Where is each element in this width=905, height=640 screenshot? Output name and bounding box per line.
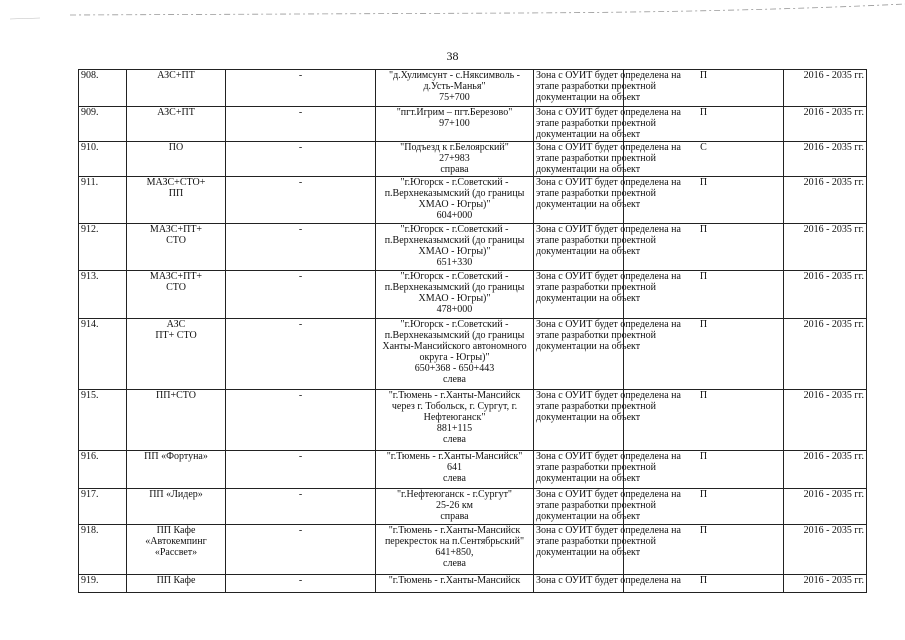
road-location-line: "г.Нефтеюганск - г.Сургут" (396, 489, 513, 500)
zone-note-line: этапе разработки проектной (536, 153, 656, 164)
zone-note (534, 107, 681, 142)
zone-note-line: этапе разработки проектной (536, 282, 656, 293)
facility-type (127, 142, 226, 177)
road-location-line: слева (443, 434, 466, 445)
row-number: 908. (79, 70, 127, 107)
road-location-line: ХМАО - Югры)" (418, 199, 491, 210)
road-location-line: слева (443, 473, 466, 484)
period: 2016 - 2035 гг. (784, 575, 867, 593)
period: 2016 - 2035 гг. (784, 525, 867, 575)
empty-mark: - (226, 70, 376, 107)
road-location-line: 641 (447, 462, 462, 473)
zone-note-line: документации на объект (536, 92, 641, 103)
zone-note-line: этапе разработки проектной (536, 462, 656, 473)
category: П (624, 224, 784, 271)
category: П (624, 271, 784, 319)
facility-type (127, 489, 226, 525)
facility-type-line: СТО (166, 282, 186, 293)
facility-type-line: «Рассвет» (154, 547, 198, 558)
zone-note-line: документации на объект (536, 341, 641, 352)
zone-note (534, 319, 681, 390)
empty-mark: - (226, 575, 376, 593)
zone-note-line: Зона с ОУИТ будет определена на (536, 177, 681, 188)
facility-type-line: ПП+СТО (156, 390, 196, 401)
road-location-line: 651+330 (436, 257, 473, 268)
table-row (79, 107, 867, 142)
facility-type-line: МАЗС+СТО+ (146, 177, 206, 188)
road-location (376, 271, 534, 319)
empty-mark: - (226, 319, 376, 390)
road-location-line: п.Верхнеказымский (до границы (384, 188, 525, 199)
road-location (376, 319, 534, 390)
table-row (79, 575, 867, 593)
zone-note-line: этапе разработки проектной (536, 536, 656, 547)
category: П (624, 107, 784, 142)
facility-type (127, 319, 226, 390)
zone-note (534, 525, 681, 575)
scan-edge-line (0, 0, 905, 22)
road-location-line: слева (443, 374, 466, 385)
category: П (624, 177, 784, 224)
table-row (79, 142, 867, 177)
row-number: 915. (79, 390, 127, 451)
road-location-line: 881+115 (436, 423, 473, 434)
category: П (624, 70, 784, 107)
road-location-line: ХМАО - Югры)" (418, 246, 491, 257)
road-location-line: через г. Тобольск, г. Сургут, г. (391, 401, 518, 412)
zone-note-line: Зона с ОУИТ будет определена на (536, 319, 681, 330)
road-location (376, 575, 534, 593)
road-location-line: п.Верхнеказымский (до границы (384, 330, 525, 341)
zone-note-line: этапе разработки проектной (536, 118, 656, 129)
road-location-line: "г.Югорск - г.Советский - (400, 224, 509, 235)
road-location-line: слева (443, 558, 466, 569)
road-location-line: 641+850, (435, 547, 474, 558)
facility-type (127, 451, 226, 489)
empty-mark: - (226, 390, 376, 451)
period: 2016 - 2035 гг. (784, 390, 867, 451)
road-location (376, 390, 534, 451)
road-location-line: "г.Тюмень - г.Ханты-Мансийск (388, 575, 521, 586)
road-location-line: "г.Югорск - г.Советский - (400, 177, 509, 188)
zone-note-line: этапе разработки проектной (536, 235, 656, 246)
road-location-line: "пгт.Игрим – пгт.Березово" (396, 107, 513, 118)
period: 2016 - 2035 гг. (784, 142, 867, 177)
period: 2016 - 2035 гг. (784, 70, 867, 107)
road-location (376, 489, 534, 525)
period: 2016 - 2035 гг. (784, 224, 867, 271)
table-row (79, 489, 867, 525)
road-location-line: 478+000 (436, 304, 473, 315)
row-number: 909. (79, 107, 127, 142)
row-number: 911. (79, 177, 127, 224)
road-location-line: "г.Тюмень - г.Ханты-Мансийск (388, 390, 521, 401)
row-number: 919. (79, 575, 127, 593)
zone-note-line: этапе разработки проектной (536, 401, 656, 412)
road-location-line: округа - Югры)" (419, 352, 490, 363)
row-number: 918. (79, 525, 127, 575)
road-location (376, 107, 534, 142)
facility-type-line: «Автокемпинг (145, 536, 207, 547)
road-location-line: справа (440, 511, 469, 522)
facility-type-line: ПП Кафе (156, 575, 196, 586)
zone-note-line: Зона с ОУИТ будет определена на (536, 575, 681, 586)
zone-note-line: документации на объект (536, 547, 641, 558)
zone-note (534, 224, 681, 271)
facility-type-line: МАЗС+ПТ+ (149, 224, 203, 235)
facility-type-line: СТО (166, 235, 186, 246)
registry-body (79, 70, 867, 593)
zone-note-line: Зона с ОУИТ будет определена на (536, 224, 681, 235)
road-location-line: 604+000 (436, 210, 473, 221)
road-location-line: "Подъезд к г.Белоярский" (400, 142, 509, 153)
zone-note-line: документации на объект (536, 246, 641, 257)
category: П (624, 575, 784, 593)
page-number: 38 (446, 49, 459, 63)
facility-type (127, 271, 226, 319)
table-row (79, 451, 867, 489)
table-row (79, 525, 867, 575)
category: П (624, 489, 784, 525)
facility-type-line: ПП «Фортуна» (144, 451, 208, 462)
empty-mark: - (226, 177, 376, 224)
empty-mark: - (226, 489, 376, 525)
road-location-line: 75+700 (439, 92, 470, 103)
empty-mark: - (226, 142, 376, 177)
road-location-line: ХМАО - Югры)" (418, 293, 491, 304)
zone-note-line: Зона с ОУИТ будет определена на (536, 271, 681, 282)
road-location-line: "г.Югорск - г.Советский - (400, 319, 509, 330)
zone-note-line: этапе разработки проектной (536, 81, 656, 92)
period: 2016 - 2035 гг. (784, 451, 867, 489)
road-location-line: справа (440, 164, 469, 175)
zone-note-line: Зона с ОУИТ будет определена на (536, 142, 681, 153)
facility-type (127, 575, 226, 593)
zone-note-line: этапе разработки проектной (536, 188, 656, 199)
facility-type (127, 70, 226, 107)
zone-note-line: Зона с ОУИТ будет определена на (536, 525, 681, 536)
road-location-line: 97+100 (439, 118, 470, 129)
facility-type (127, 390, 226, 451)
zone-note-line: Зона с ОУИТ будет определена на (536, 70, 681, 81)
empty-mark: - (226, 271, 376, 319)
row-number: 910. (79, 142, 127, 177)
facility-type (127, 525, 226, 575)
road-location-line: "г.Югорск - г.Советский - (400, 271, 509, 282)
road-location (376, 177, 534, 224)
zone-note-line: документации на объект (536, 164, 641, 175)
zone-note (534, 177, 681, 224)
period: 2016 - 2035 гг. (784, 489, 867, 525)
empty-mark: - (226, 451, 376, 489)
period: 2016 - 2035 гг. (784, 319, 867, 390)
zone-note (534, 142, 681, 177)
zone-note (534, 575, 681, 593)
zone-note-line: Зона с ОУИТ будет определена на (536, 390, 681, 401)
road-location-line: перекресток на п.Сентябрьский" (384, 536, 525, 547)
zone-note (534, 390, 681, 451)
zone-note-line: Зона с ОУИТ будет определена на (536, 489, 681, 500)
row-number: 914. (79, 319, 127, 390)
row-number: 912. (79, 224, 127, 271)
road-location-line: Ханты-Мансийского автономного (382, 341, 527, 352)
period: 2016 - 2035 гг. (784, 271, 867, 319)
zone-note (534, 271, 681, 319)
road-location (376, 70, 534, 107)
period: 2016 - 2035 гг. (784, 107, 867, 142)
road-location-line: п.Верхнеказымский (до границы (384, 282, 525, 293)
facility-type-line: АЗС+ПТ (157, 70, 195, 81)
zone-note (534, 70, 681, 107)
zone-note-line: Зона с ОУИТ будет определена на (536, 107, 681, 118)
table-row (79, 390, 867, 451)
road-location (376, 451, 534, 489)
road-location-line: п.Верхнеказымский (до границы (384, 235, 525, 246)
zone-note (534, 489, 681, 525)
zone-note-line: этапе разработки проектной (536, 330, 656, 341)
table-row (79, 70, 867, 107)
category: П (624, 319, 784, 390)
table-row (79, 271, 867, 319)
road-location-line: "д.Хулимсунт - с.Няксимволь - (389, 70, 520, 81)
category: П (624, 390, 784, 451)
empty-mark: - (226, 224, 376, 271)
row-number: 917. (79, 489, 127, 525)
zone-note-line: документации на объект (536, 511, 641, 522)
facility-type-line: ПО (168, 142, 184, 153)
facility-type (127, 224, 226, 271)
road-location (376, 224, 534, 271)
facility-type-line: ПТ+ СТО (155, 330, 197, 341)
category: С (624, 142, 784, 177)
category: П (624, 451, 784, 489)
road-location-line: 27+983 (439, 153, 470, 164)
road-location-line: "г.Тюмень - г.Ханты-Мансийск (388, 525, 521, 536)
registry-table (78, 69, 867, 593)
road-location (376, 525, 534, 575)
facility-type-line: АЗС+ПТ (157, 107, 195, 118)
empty-mark: - (226, 107, 376, 142)
facility-type-line: ПП Кафе (156, 525, 196, 536)
road-location-line: 25-26 км (435, 500, 474, 511)
table-row (79, 319, 867, 390)
zone-note-line: документации на объект (536, 473, 641, 484)
period: 2016 - 2035 гг. (784, 177, 867, 224)
facility-type-line: МАЗС+ПТ+ (149, 271, 203, 282)
road-location-line: д.Усть-Манья" (423, 81, 486, 92)
facility-type (127, 177, 226, 224)
table-row (79, 177, 867, 224)
road-location-line: 650+368 - 650+443 (414, 363, 495, 374)
zone-note-line: документации на объект (536, 199, 641, 210)
empty-mark: - (226, 525, 376, 575)
zone-note (534, 451, 681, 489)
road-location-line: Нефтеюганск" (423, 412, 486, 423)
category: П (624, 525, 784, 575)
row-number: 916. (79, 451, 127, 489)
row-number: 913. (79, 271, 127, 319)
facility-type-line: ПП «Лидер» (149, 489, 203, 500)
table-row (79, 224, 867, 271)
facility-type-line: АЗС (166, 319, 186, 330)
facility-type-line: ПП (168, 188, 184, 199)
zone-note-line: документации на объект (536, 129, 641, 140)
zone-note-line: документации на объект (536, 412, 641, 423)
zone-note-line: этапе разработки проектной (536, 500, 656, 511)
road-location-line: "г.Тюмень - г.Ханты-Мансийск" (386, 451, 523, 462)
facility-type (127, 107, 226, 142)
road-location (376, 142, 534, 177)
zone-note-line: Зона с ОУИТ будет определена на (536, 451, 681, 462)
zone-note-line: документации на объект (536, 293, 641, 304)
